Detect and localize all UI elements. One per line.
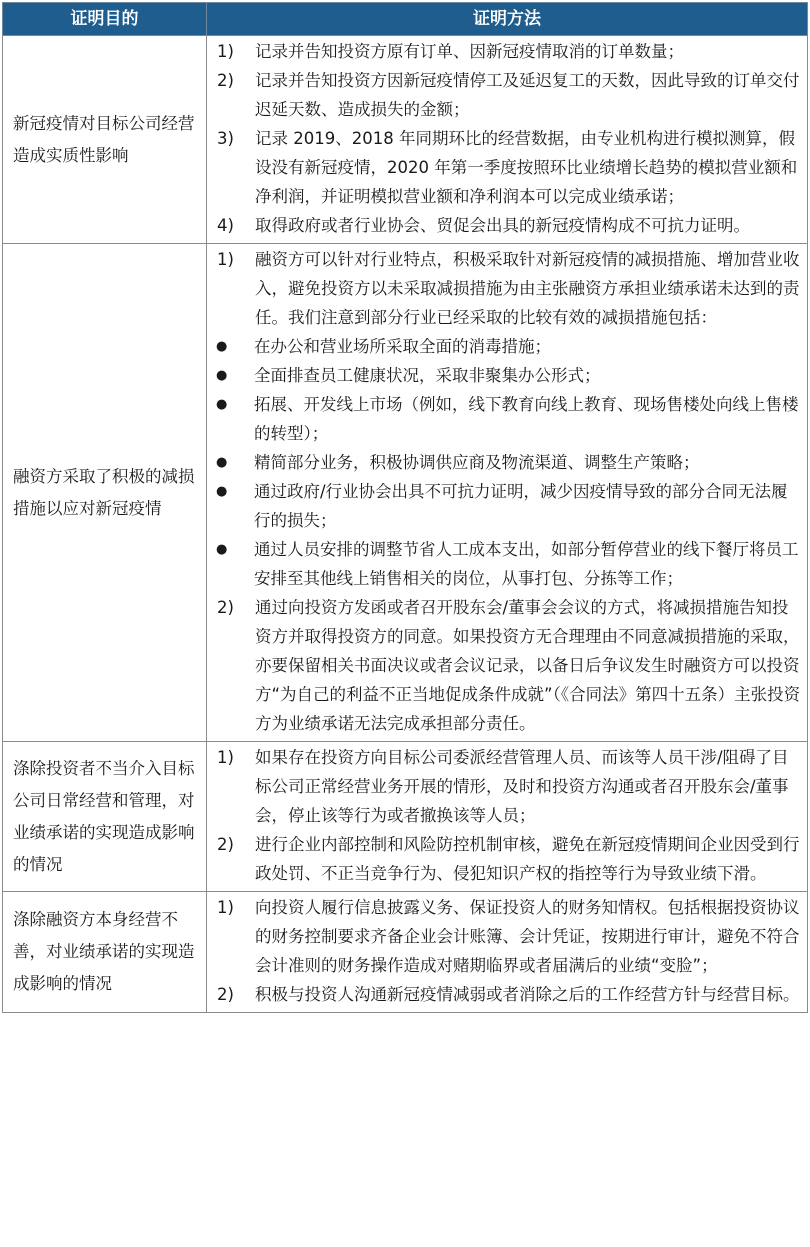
- purpose-cell: 涤除投资者不当介入目标公司日常经营和管理，对业绩承诺的实现造成影响的情况: [3, 742, 207, 892]
- item-text: 精简部分业务，积极协调供应商及物流渠道、调整生产策略；: [254, 453, 700, 472]
- bullet-icon: ●: [216, 339, 228, 354]
- item-text: 取得政府或者行业协会、贸促会出具的新冠疫情构成不可抗力证明。: [255, 216, 750, 235]
- list-item: [213, 893, 801, 980]
- item-text: 记录并告知投资方原有订单、因新冠疫情取消的订单数量；: [255, 42, 684, 61]
- list-item: [213, 390, 801, 448]
- item-text: 积极与投资人沟通新冠疫情减弱或者消除之后的工作经营方针与经营目标。: [255, 985, 800, 1004]
- item-text: 通过政府/行业协会出具不可抗力证明，减少因疫情导致的部分合同无法履行的损失；: [254, 482, 788, 530]
- list-item: [213, 535, 801, 593]
- list-item: [213, 448, 801, 477]
- item-text: 全面排查员工健康状况，采取非聚集办公形式；: [254, 366, 601, 385]
- header-purpose: 证明目的: [3, 3, 207, 36]
- method-cell: [207, 244, 808, 742]
- item-marker: 4): [217, 216, 234, 235]
- item-text: 记录并告知投资方因新冠疫情停工及延迟复工的天数，因此导致的订单交付迟延天数、造成损失的金额；: [255, 71, 800, 119]
- method-cell: [207, 36, 808, 244]
- item-marker: 1): [217, 42, 234, 61]
- item-marker: 2): [217, 71, 234, 90]
- bullet-icon: ●: [216, 542, 228, 557]
- method-cell: [207, 892, 808, 1013]
- table-row: [3, 892, 808, 1013]
- list-item: [213, 743, 801, 830]
- header-method: 证明方法: [207, 3, 808, 36]
- method-cell: [207, 742, 808, 892]
- bullet-icon: ●: [216, 397, 228, 412]
- bullet-icon: ●: [216, 484, 228, 499]
- item-text: 拓展、开发线上市场（例如，线下教育向线上教育、现场售楼处向线上售楼的转型）；: [254, 395, 799, 443]
- list-item: [213, 245, 801, 332]
- list-item: [213, 361, 801, 390]
- list-item: [213, 332, 801, 361]
- item-text: 如果存在投资方向目标公司委派经营管理人员、而该等人员干涉/阻碍了目标公司正常经营业务开展的情形，及时和投资方沟通或者召开股东会/董事会，停止该等行为或者撤换该等人员；: [255, 748, 789, 825]
- item-marker: 1): [217, 250, 234, 269]
- list-item: [213, 593, 801, 738]
- item-marker: 2): [217, 835, 234, 854]
- item-marker: 2): [217, 598, 234, 617]
- bullet-icon: ●: [216, 368, 228, 383]
- item-marker: 2): [217, 985, 234, 1004]
- purpose-cell: 新冠疫情对目标公司经营造成实质性影响: [3, 36, 207, 244]
- item-text: 向投资人履行信息披露义务、保证投资人的财务知情权。包括根据投资协议的财务控制要求齐备企业会计账簿、会计凭证，按期进行审计，避免不符合会计准则的财务操作造成对赌期临界或者届满后的业绩“变脸”；: [255, 898, 800, 975]
- table-row: [3, 36, 808, 244]
- purpose-cell: 涤除融资方本身经营不善，对业绩承诺的实现造成影响的情况: [3, 892, 207, 1013]
- item-text: 通过向投资方发函或者召开股东会/董事会会议的方式，将减损措施告知投资方并取得投资方的同意。如果投资方无合理理由不同意减损措施的采取，亦要保留相关书面决议或者会议记录，以备日后争议发生时融资方可以投资方“为自己的利益不正当地促成条件成就”（《合同法》第四十五条）主张投资方为业绩承诺无法完成承担部分责任。: [255, 598, 801, 733]
- item-text: 在办公和营业场所采取全面的消毒措施；: [254, 337, 551, 356]
- item-marker: 3): [217, 129, 234, 148]
- item-marker: 1): [217, 748, 234, 767]
- list-item: [213, 124, 801, 211]
- item-text: 记录 2019、2018 年同期环比的经营数据，由专业机构进行模拟测算，假设没有新冠疫情，2020 年第一季度按照环比业绩增长趋势的模拟营业额和净利润，并证明模拟营业额和净利润本可以完成业绩承诺；: [255, 129, 798, 206]
- proof-table: [2, 2, 808, 1013]
- purpose-cell: 融资方采取了积极的减损措施以应对新冠疫情: [3, 244, 207, 742]
- table-row: [3, 244, 808, 742]
- bullet-icon: ●: [216, 455, 228, 470]
- item-marker: 1): [217, 898, 234, 917]
- item-text: 融资方可以针对行业特点，积极采取针对新冠疫情的减损措施、增加营业收入，避免投资方以未采取减损措施为由主张融资方承担业绩承诺未达到的责任。我们注意到部分行业已经采取的比较有效的减损措施包括：: [255, 250, 800, 327]
- list-item: [213, 37, 801, 66]
- list-item: [213, 66, 801, 124]
- item-text: 通过人员安排的调整节省人工成本支出，如部分暂停营业的线下餐厅将员工安排至其他线上销售相关的岗位，从事打包、分拣等工作；: [254, 540, 799, 588]
- list-item: [213, 980, 801, 1009]
- header-row: [3, 3, 808, 36]
- list-item: [213, 477, 801, 535]
- table-row: [3, 742, 808, 892]
- item-text: 进行企业内部控制和风险防控机制审核，避免在新冠疫情期间企业因受到行政处罚、不正当竞争行为、侵犯知识产权的指控等行为导致业绩下滑。: [255, 835, 800, 883]
- list-item: [213, 211, 801, 240]
- list-item: [213, 830, 801, 888]
